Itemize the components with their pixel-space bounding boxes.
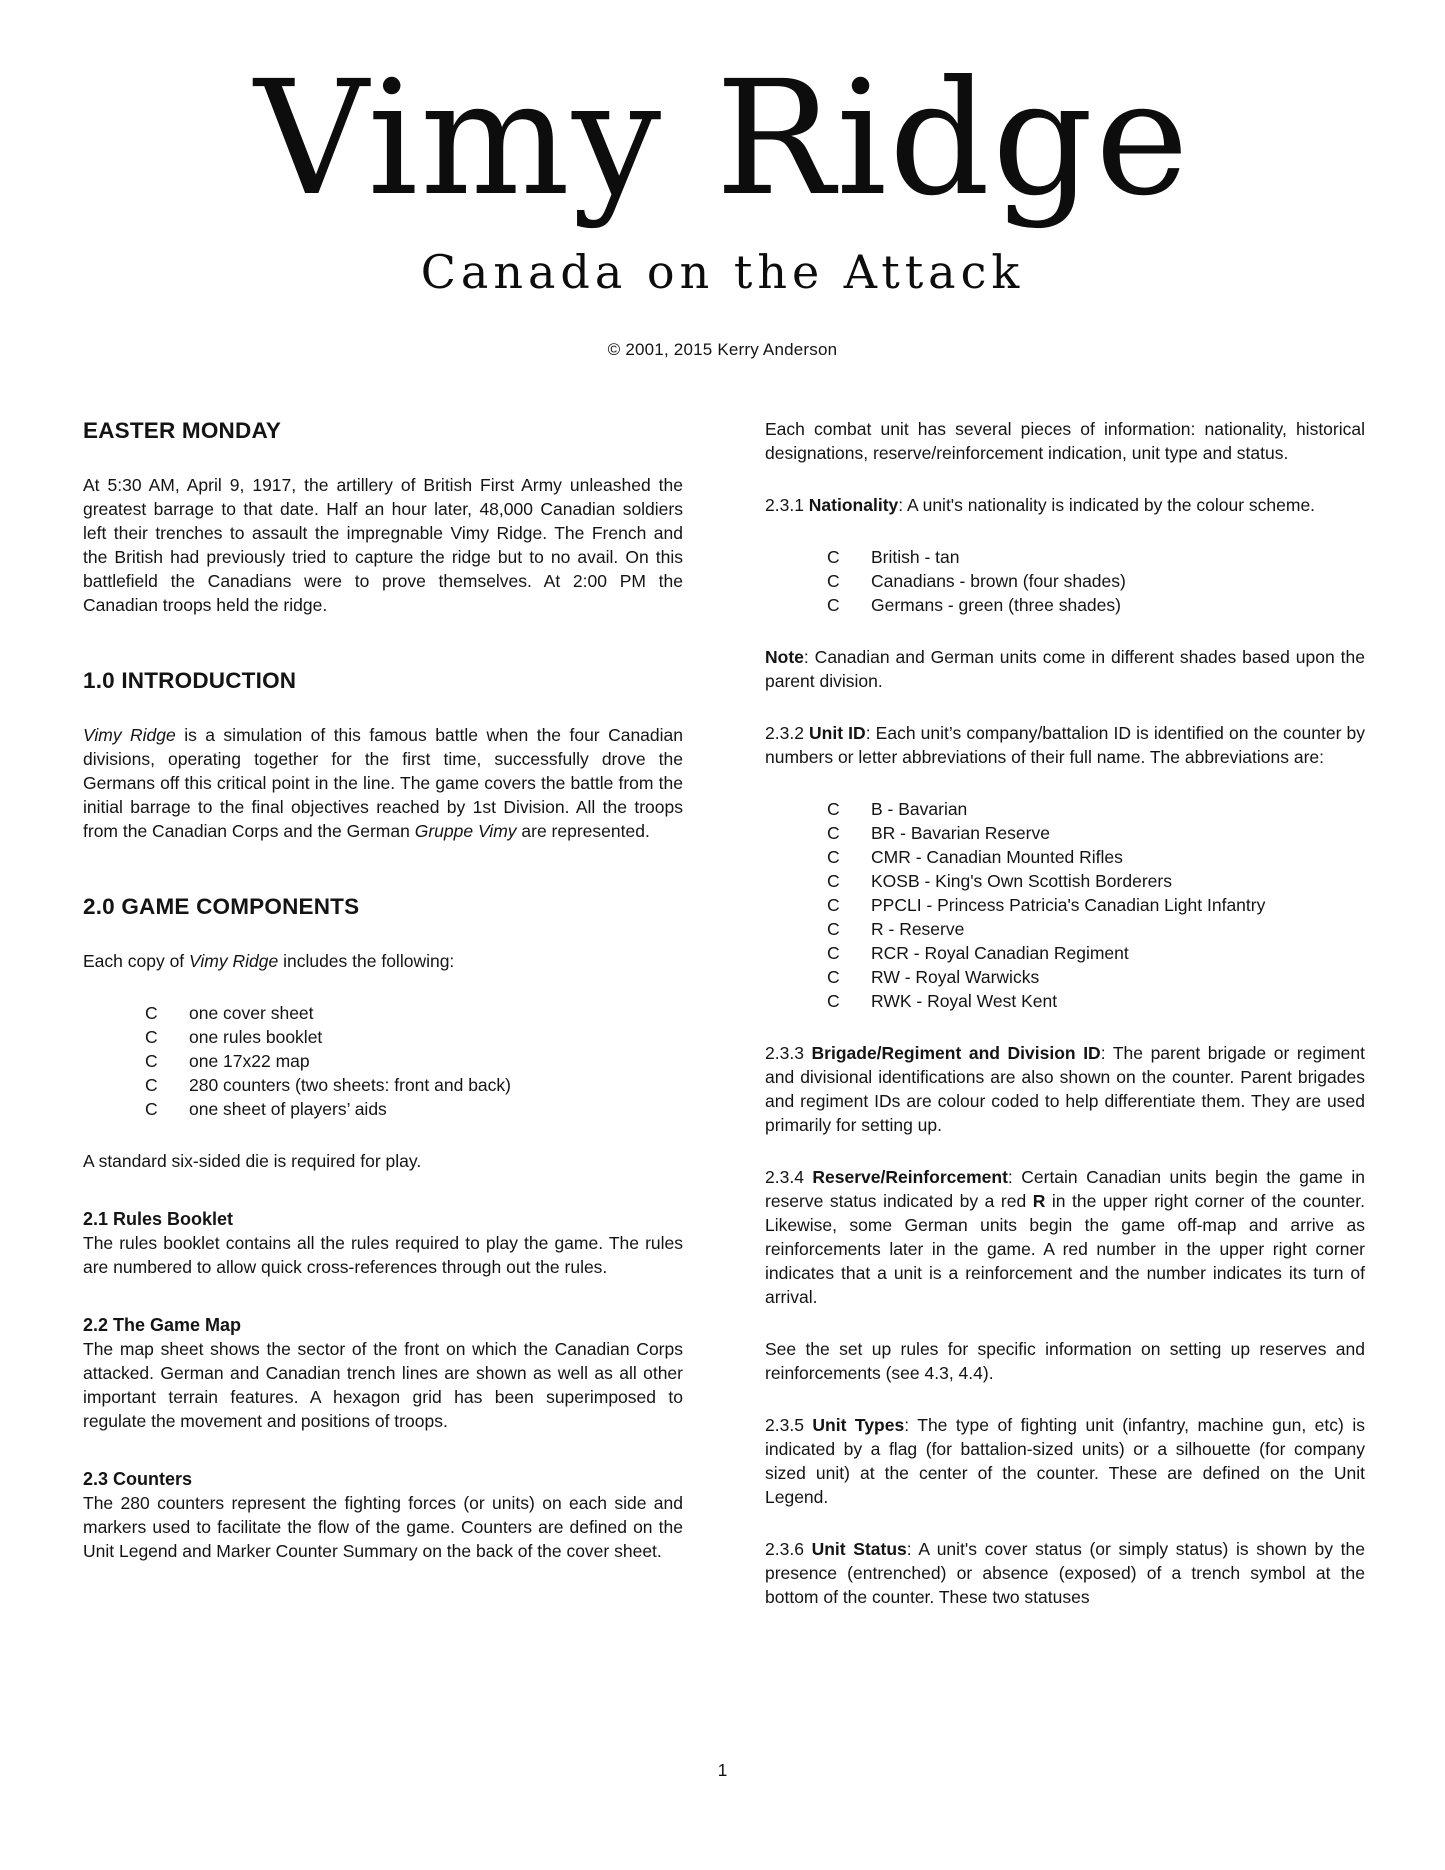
list-item: [827, 845, 1365, 869]
list-item: [145, 1025, 683, 1049]
list-item: [827, 821, 1365, 845]
list-item-text: B - Bavarian: [871, 798, 968, 819]
bullet-char: C: [827, 798, 840, 819]
list-item-text: KOSB - King's Own Scottish Borderers: [871, 870, 1172, 891]
bullet-char: C: [827, 942, 840, 963]
list-item: [827, 893, 1365, 917]
list-item-text: RWK - Royal West Kent: [871, 990, 1058, 1011]
paragraph-combat-unit-info: Each combat unit has several pieces of information: nationality, historical designations, reserve/reinforcement indication, unit type and status.: [765, 418, 1365, 463]
column-right: [765, 417, 1365, 1637]
list-item: [827, 941, 1365, 965]
paragraph-components-intro: Each copy of Vimy Ridge includes the following:: [83, 950, 455, 971]
bullet-char: C: [827, 546, 840, 567]
list-item: [827, 569, 1365, 593]
page-title: Vimy Ridge: [254, 47, 1191, 231]
bullet-char: C: [827, 846, 840, 867]
bullet-char: C: [145, 1026, 158, 1047]
list-item: [827, 989, 1365, 1013]
list-item: [145, 1001, 683, 1025]
bullet-char: C: [827, 870, 840, 891]
bullet-char: C: [145, 1050, 158, 1071]
copyright-line: © 2001, 2015 Kerry Anderson: [607, 339, 838, 359]
paragraph-reserve-reinforcement: 2.3.4 Reserve/Reinforcement: Certain Canadian units begin the game in reserve status indicated by a red R in the upper right corner of the counter. Likewise, some German units begin the game off-map and arrive as reinforcements later in the game. A red number in the upper right corner indicates that a unit is a reinforcement and the number indicates its turn of arrival.: [765, 1166, 1365, 1307]
list-item-text: RCR - Royal Canadian Regiment: [871, 942, 1129, 963]
list-item-text: Canadians - brown (four shades): [871, 570, 1126, 591]
heading-rules-booklet: 2.1 Rules Booklet: [83, 1208, 234, 1229]
list-item: [145, 1049, 683, 1073]
list-item-text: PPCLI - Princess Patricia's Canadian Light Infantry: [871, 894, 1266, 915]
bullet-char: C: [827, 594, 840, 615]
list-item-text: CMR - Canadian Mounted Rifles: [871, 846, 1123, 867]
paragraph-brigade-id: 2.3.3 Brigade/Regiment and Division ID: The parent brigade or regiment and divisional identifications are also shown on the counter. Parent brigades and regiment IDs are colour coded to help differentiate them. They are used primarily for setting up.: [765, 1042, 1365, 1135]
components-list: [145, 1001, 683, 1121]
list-item: [145, 1097, 683, 1121]
heading-game-map: 2.2 The Game Map: [83, 1314, 242, 1335]
list-item-text: R - Reserve: [871, 918, 965, 939]
bullet-char: C: [145, 1098, 158, 1119]
paragraph-easter-monday: At 5:30 AM, April 9, 1917, the artillery of British First Army unleashed the greatest barrage to that date. Half an hour later, 48,000 Canadian soldiers left their trenches to assault the impregnable Vimy Ridge. The French and the British had previously tried to capture the ridge but to no avail. On this battlefield the Canadians were to prove themselves. At 2:00 PM the Canadian troops held the ridge.: [83, 474, 683, 615]
list-item-text: Germans - green (three shades): [871, 594, 1121, 615]
list-item-text: British - tan: [871, 546, 960, 567]
heading-introduction: 1.0 INTRODUCTION: [83, 667, 297, 693]
list-item-text: one 17x22 map: [189, 1050, 310, 1071]
paragraph-setup-reference: See the set up rules for specific information on setting up reserves and reinforcements (see 4.3, 4.4).: [765, 1338, 1365, 1383]
heading-easter-monday: EASTER MONDAY: [83, 417, 282, 443]
paragraph-counters: The 280 counters represent the fighting forces (or units) on each side and markers used to facilitate the flow of the game. Counters are defined on the Unit Legend and Marker Counter Summary on the back of the cover sheet.: [83, 1492, 683, 1561]
bullet-char: C: [827, 570, 840, 591]
list-item: [827, 593, 1365, 617]
list-item-text: one cover sheet: [189, 1002, 314, 1023]
paragraph-rules-booklet: The rules booklet contains all the rules required to play the game. The rules are numbered to allow quick cross-references through out the rules.: [83, 1232, 683, 1277]
paragraph-die: A standard six-sided die is required for play.: [83, 1150, 422, 1171]
paragraph-game-map: The map sheet shows the sector of the front on which the Canadian Corps attacked. German and Canadian trench lines are shown as well as all other important terrain features. A hexagon grid has been superimposed to regulate the movement and positions of troops.: [83, 1338, 683, 1431]
heading-counters: 2.3 Counters: [83, 1468, 193, 1489]
nationality-list: [827, 545, 1365, 617]
heading-game-components: 2.0 GAME COMPONENTS: [83, 893, 360, 919]
list-item: [827, 917, 1365, 941]
list-item-text: one sheet of players’ aids: [189, 1098, 387, 1119]
paragraph-introduction: Vimy Ridge is a simulation of this famous battle when the four Canadian divisions, operating together for the first time, successfully drove the Germans off this critical point in the line. The game covers the battle from the initial barrage to the final objectives reached by 1st Division. All the troops from the Canadian Corps and the German Gruppe Vimy are represented.: [83, 724, 683, 841]
list-item: [827, 869, 1365, 893]
list-item: [145, 1073, 683, 1097]
bullet-char: C: [827, 894, 840, 915]
bullet-char: C: [827, 966, 840, 987]
list-item: [827, 545, 1365, 569]
unit-id-list: [827, 797, 1365, 1013]
bullet-char: C: [827, 990, 840, 1011]
bullet-char: C: [145, 1074, 158, 1095]
paragraph-note: Note: Canadian and German units come in different shades based upon the parent division.: [765, 646, 1365, 691]
paragraph-unit-status: 2.3.6 Unit Status: A unit's cover status (or simply status) is shown by the presence (entrenched) or absence (exposed) of a trench symbol at the bottom of the counter. These two statuses: [765, 1538, 1365, 1607]
list-item-text: RW - Royal Warwicks: [871, 966, 1040, 987]
bullet-char: C: [827, 822, 840, 843]
two-column-body: [83, 417, 1364, 1637]
column-left: [83, 417, 683, 1637]
paragraph-nationality: 2.3.1 Nationality: A unit's nationality is indicated by the colour scheme.: [765, 494, 1316, 515]
bullet-char: C: [827, 918, 840, 939]
bullet-char: C: [145, 1002, 158, 1023]
page-number: 1: [717, 1760, 728, 1780]
paragraph-unit-types: 2.3.5 Unit Types: The type of fighting unit (infantry, machine gun, etc) is indicated by a flag (for battalion-sized units) or a silhouette (for company sized unit) at the center of the counter. These are defined on the Unit Legend.: [765, 1414, 1365, 1507]
list-item-text: one rules booklet: [189, 1026, 323, 1047]
page-header: [0, 0, 1445, 361]
list-item-text: 280 counters (two sheets: front and back): [189, 1074, 511, 1095]
list-item: [827, 965, 1365, 989]
paragraph-unit-id: 2.3.2 Unit ID: Each unit’s company/battalion ID is identified on the counter by numbers or letter abbreviations of their full name. The abbreviations are:: [765, 722, 1365, 767]
list-item-text: BR - Bavarian Reserve: [871, 822, 1050, 843]
page-subtitle: Canada on the Attack: [420, 245, 1025, 300]
list-item: [827, 797, 1365, 821]
